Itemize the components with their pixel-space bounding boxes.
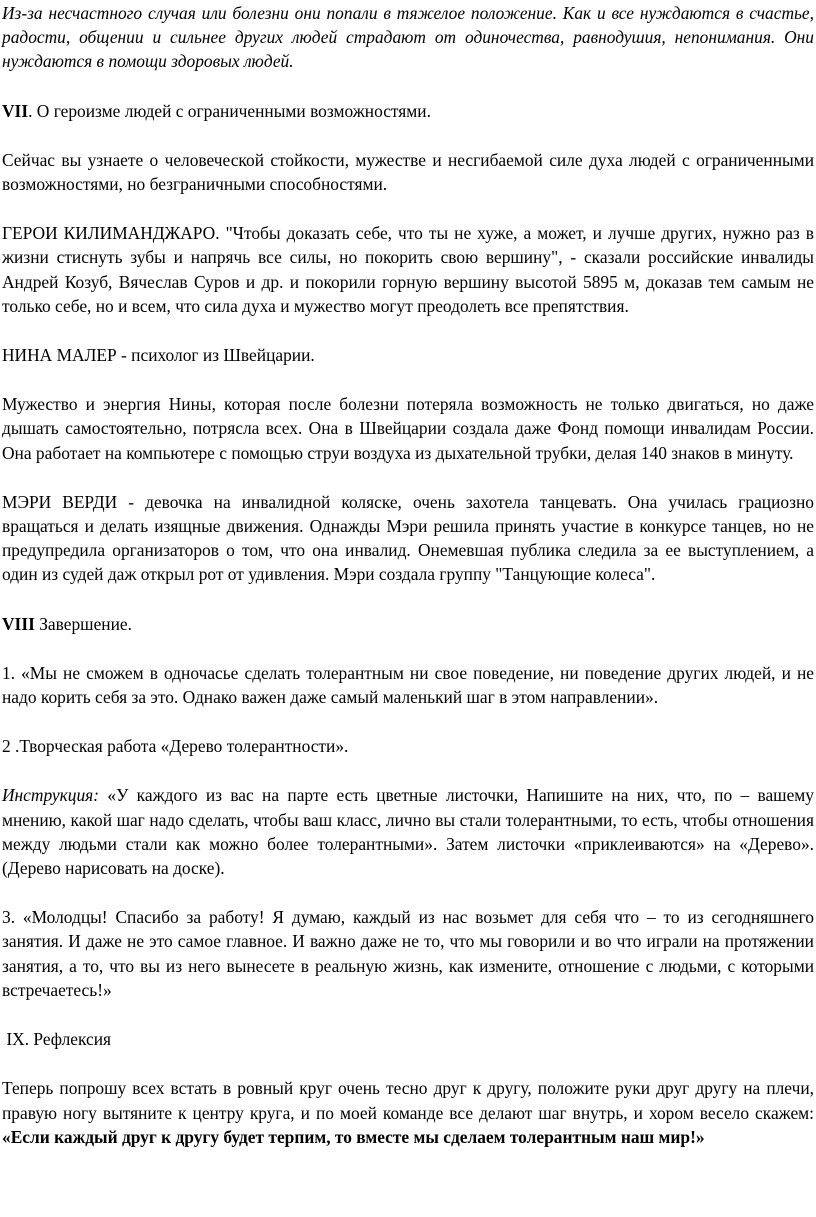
item-1-paragraph: 1. «Мы не сможем в одночасье сделать толерантным ни свое поведение, ни поведение других людей, и не надо корить себя за это. Однако важен даже самый маленький шаг в этом направлении». — [2, 662, 814, 708]
section-8-numeral: VIII — [2, 613, 35, 634]
section-8-title: Завершение. — [34, 613, 132, 634]
mary-paragraph: МЭРИ ВЕРДИ - девочка на инвалидной коляске, очень захотела танцевать. Она училась грациозно вращаться и делать изящные движения. Однажды Мэри решила принять участие в конкурсе танцев, но не предупредила организаторов о том, что она инвалид. Онемевшая публика следила за ее выступлением, а один из судей даж открыл рот от удивления. Мэри создала группу "Танцующие колеса". — [2, 491, 814, 585]
section-8-heading — [2, 612, 814, 636]
item-3-paragraph: 3. «Молодцы! Спасибо за работу! Я думаю, каждый из нас возьмет для себя что – то из сегодняшнего занятия. И даже не это самое главное. И важно даже не то, что мы говорили и во что играли на протяжении занятия, а то, что вы из него вынесете в реальную жизнь, как измените, отношение с людьми, с которыми встречаетесь!» — [2, 907, 814, 1000]
instruction-text: «У каждого из вас на парте есть цветные листочки, Напишите на них, что, по – вашему мнению, какой шаг надо сделать, чтобы ваш класс, лично вы стали толерантными, то есть, чтобы отношения между людьми стали как можно более толерантными». Затем листочки «приклеиваются» на «Дерево». (Дерево нарисовать на доске). — [2, 785, 814, 879]
intro-paragraph: Из-за несчастного случая или болезни они попали в тяжелое положение. Как и все нуждаются в счастье, радости, общении и сильнее других людей страдают от одиночества, равнодушия, непонимания. Они нуждаются в помощи здоровых людей. — [2, 3, 814, 72]
instruction-label: Инструкция: — [2, 785, 100, 806]
nina-paragraph: Мужество и энергия Нины, которая после болезни потеряла возможность не только двигаться, но даже дышать самостоятельно, потрясла всех. Она в Швейцарии создала даже Фонд помощи инвалидам России. Она работает на компьютере с помощью струи воздуха из дыхательной трубки, делая 140 знаков в минуту. — [2, 394, 814, 463]
section-9-heading: IX. Рефлексия — [2, 1029, 112, 1050]
stoikost-paragraph: Сейчас вы узнаете о человеческой стойкости, мужестве и несгибаемой силе духа людей с ограниченными возможностями, но безграничными способностями. — [2, 149, 814, 195]
final-paragraph — [2, 1076, 814, 1149]
item-2-paragraph: 2 .Творческая работа «Дерево толерантности». — [2, 736, 349, 757]
nina-title: НИНА МАЛЕР - психолог из Швейцарии. — [2, 345, 315, 366]
section-7-heading — [2, 99, 814, 123]
kilimanjaro-paragraph: ГЕРОИ КИЛИМАНДЖАРО. "Чтобы доказать себе, что ты не хуже, а может, и лучше других, нужно раз в жизни стиснуть зубы и напрячь все силы, но покорить свою вершину", - сказали российские инвалиды Андрей Козуб, Вячеслав Суров и др. и покорили горную вершину высотой 5895 м, доказав тем самым не только себе, но и всем, что сила духа и мужество могут преодолеть все препятствия. — [2, 223, 814, 316]
final-bold-slogan: «Если каждый друг к другу будет терпим, то вместе мы сделаем толерантным наш мир!» — [2, 1126, 705, 1147]
final-text: Теперь попрошу всех встать в ровный круг очень тесно друг к другу, положите руки друг другу на плечи, правую ногу вытяните к центру круга, и по моей команде все делают шаг внутрь, и хором весело скажем: — [2, 1078, 814, 1123]
instruction-paragraph — [2, 783, 814, 880]
section-7-numeral: VII — [2, 100, 29, 121]
section-7-title: . О героизме людей с ограниченными возможностями. — [28, 100, 431, 121]
